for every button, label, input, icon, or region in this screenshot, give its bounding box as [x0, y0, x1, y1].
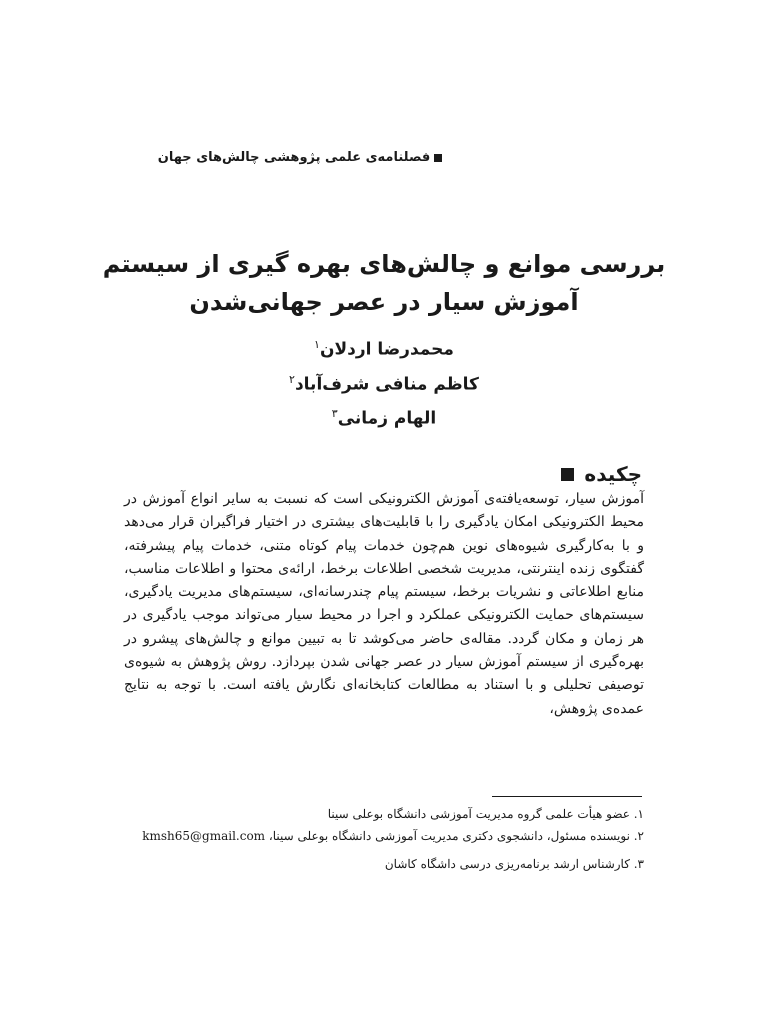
- footnote-email: kmsh65@gmail.com: [142, 829, 266, 843]
- author-item: [150, 365, 618, 400]
- article-title-line-2: آموزش سیار در عصر جهانی‌شدن: [189, 288, 579, 316]
- article-title: [100, 245, 668, 321]
- footnote-item: [124, 825, 644, 847]
- abstract-heading-label: چکیده: [584, 462, 642, 486]
- running-header: [100, 150, 500, 165]
- footnotes: [124, 803, 644, 875]
- journal-name: فصلنامه‌ی علمی پژوهشی چالش‌های جهان: [157, 150, 431, 165]
- footnote-separator: [492, 796, 642, 797]
- footnote-text: ۱. عضو هیأت علمی گروه مدیریت آموزشی دانشگاه بوعلی سینا: [327, 807, 644, 821]
- abstract-square-bullet: [561, 468, 574, 481]
- author-name: کاظم منافی شرف‌آباد: [294, 374, 479, 395]
- abstract-heading: [561, 462, 642, 486]
- author-item: [150, 330, 618, 365]
- author-footnote-mark: ۳: [331, 407, 338, 421]
- footnote-item: [124, 853, 644, 875]
- footnote-text: ۳. کارشناس ارشد برنامه‌ریزی درسی داشگاه کاشان: [384, 857, 644, 871]
- abstract-text: آموزش سیار، توسعه‌یافته‌ی آموزش الکترونیکی است که نسبت به سایر انواع آموزش در محیط الکترونیکی امکان یادگیری را با قابلیت‌های بیشتری در اختیار فراگیران قرار می‌دهد و با به‌کارگیری شیوه‌های نوین هم‌چون خدمات پیام کوتاه متنی، خدمات پیام پیشرفته، گفتگوی زنده اینترنتی، مدیریت شخصی اطلاعات برخط، ارائه‌ی محتوا و اطلاعات مناسب، منابع اطلاعاتی و نشریات برخط، سیستم پیام چندرسانه‌ای، سیستم‌های مدیریت یادگیری، سیستم‌های حمایت الکترونیکی عملکرد و اجرا در محیط سیار می‌تواند موجب یادگیری در هر زمان و مکان گردد. مقاله‌ی حاضر می‌کوشد تا به تبیین موانع و چالش‌های پیشرو در بهره‌گیری از سیستم آموزش سیار در عصر جهانی شدن بپردازد. روش پژوهش به شیوه‌ی توصیفی تحلیلی و با استناد به مطالعات کتابخانه‌ای نگارش یافته است. با توجه به نتایج عمده‌ی پژوهش،: [124, 491, 644, 717]
- footnote-item: [124, 803, 644, 825]
- author-item: [150, 399, 618, 434]
- author-footnote-mark: ۱: [314, 338, 320, 351]
- header-square-bullet: [434, 154, 442, 162]
- author-footnote-mark: ۲: [289, 372, 295, 386]
- article-title-line-1: بررسی موانع و چالش‌های بهره گیری از سیستم: [102, 250, 666, 278]
- author-name: محمدرضا اردلان: [319, 339, 454, 360]
- footnote-text: ۲. نویسنده مسئول، دانشجوی دکتری مدیریت آموزشی دانشگاه بوعلی سینا،: [268, 829, 644, 843]
- author-name: الهام زمانی: [337, 408, 437, 429]
- author-list: [150, 330, 618, 434]
